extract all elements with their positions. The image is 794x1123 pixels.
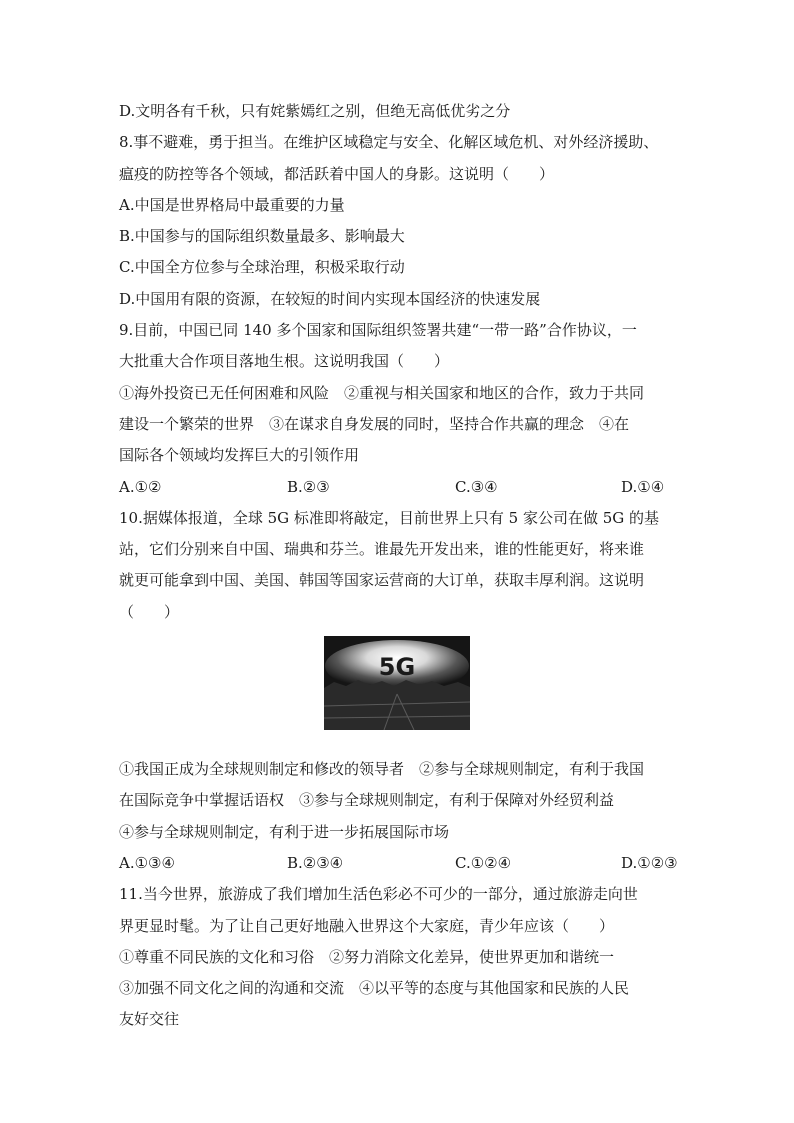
- q9-option-a: A.①②: [119, 477, 162, 496]
- question-8-stem: 8.事不避难，勇于担当。在维护区域稳定与安全、化解区域危机、对外经济援助、: [119, 133, 659, 152]
- q10-option-a: A.①③④: [119, 853, 175, 872]
- q9-option-d: D.①④: [621, 477, 665, 496]
- text-block-a: [119, 96, 679, 472]
- q8-option-d: D.中国用有限的资源，在较短的时间内实现本国经济的快速发展: [119, 289, 541, 308]
- text-line: 站，它们分别来自中国、瑞典和芬兰。谁最先开发出来，谁的性能更好，将来谁: [119, 540, 645, 559]
- q10-option-d: D.①②③: [621, 853, 678, 872]
- question-11-stem: 11.当今世界，旅游成了我们增加生活色彩必不可少的一部分，通过旅游走向世: [119, 885, 638, 904]
- q8-option-c: C.中国全方位参与全球治理，积极采取行动: [119, 258, 405, 277]
- 5g-label: 5G: [378, 653, 416, 682]
- 5g-illustration: [324, 636, 470, 730]
- text-line: ①尊重不同民族的文化和习俗 ②努力消除文化差异，使世界更加和谐统一: [119, 947, 615, 966]
- exam-page: [119, 96, 679, 1036]
- q10-option-b: B.②③④: [287, 853, 344, 872]
- text-line: 友好交往: [119, 1010, 180, 1029]
- text-line: ③加强不同文化之间的沟通和交流 ④以平等的态度与其他国家和民族的人民: [119, 979, 630, 998]
- text-block-d: [119, 879, 679, 1035]
- text-line: 大批重大合作项目落地生根。这说明我国（ ）: [119, 352, 450, 371]
- q9-options: [119, 472, 679, 503]
- text-line: ①海外投资已无任何困难和风险 ②重视与相关国家和地区的合作，致力于共同: [119, 383, 645, 402]
- text-line: 建设一个繁荣的世界 ③在谋求自身发展的同时，坚持合作共赢的理念 ④在: [119, 414, 630, 433]
- text-line: （ ）: [119, 602, 180, 621]
- q10-options: [119, 848, 679, 879]
- text-block-c: [119, 754, 679, 848]
- text-line: 在国际竞争中掌握话语权 ③参与全球规则制定，有利于保障对外经贸利益: [119, 791, 615, 810]
- text-block-b: [119, 503, 679, 628]
- figure-area: [119, 628, 679, 754]
- text-line: ④参与全球规则制定，有利于进一步拓展国际市场: [119, 822, 450, 841]
- question-9-stem: 9.目前，中国已同 140 多个国家和国际组织签署共建“一带一路”合作协议，一: [119, 321, 637, 340]
- question-10-stem: 10.据媒体报道，全球 5G 标准即将敲定，目前世界上只有 5 家公司在做 5G 的基: [119, 508, 660, 527]
- text-line: 界更显时髦。为了让自己更好地融入世界这个大家庭，青少年应该（ ）: [119, 916, 615, 935]
- 5g-image: [324, 636, 470, 730]
- q8-option-b: B.中国参与的国际组织数量最多、影响最大: [119, 227, 405, 246]
- text-line: 就更可能拿到中国、美国、韩国等国家运营商的大订单，获取丰厚利润。这说明: [119, 571, 645, 590]
- text-line: 瘟疫的防控等各个领域，都活跃着中国人的身影。这说明（ ）: [119, 164, 555, 183]
- text-line: D.文明各有千秋，只有姹紫嫣红之别，但绝无高低优劣之分: [119, 102, 511, 120]
- q9-option-b: B.②③: [287, 477, 330, 496]
- q9-option-c: C.③④: [455, 477, 498, 496]
- text-line: ①我国正成为全球规则制定和修改的领导者 ②参与全球规则制定，有利于我国: [119, 760, 645, 779]
- text-line: 国际各个领域均发挥巨大的引领作用: [119, 446, 360, 465]
- q10-option-c: C.①②④: [455, 853, 512, 872]
- q8-option-a: A.中国是世界格局中最重要的力量: [119, 195, 345, 214]
